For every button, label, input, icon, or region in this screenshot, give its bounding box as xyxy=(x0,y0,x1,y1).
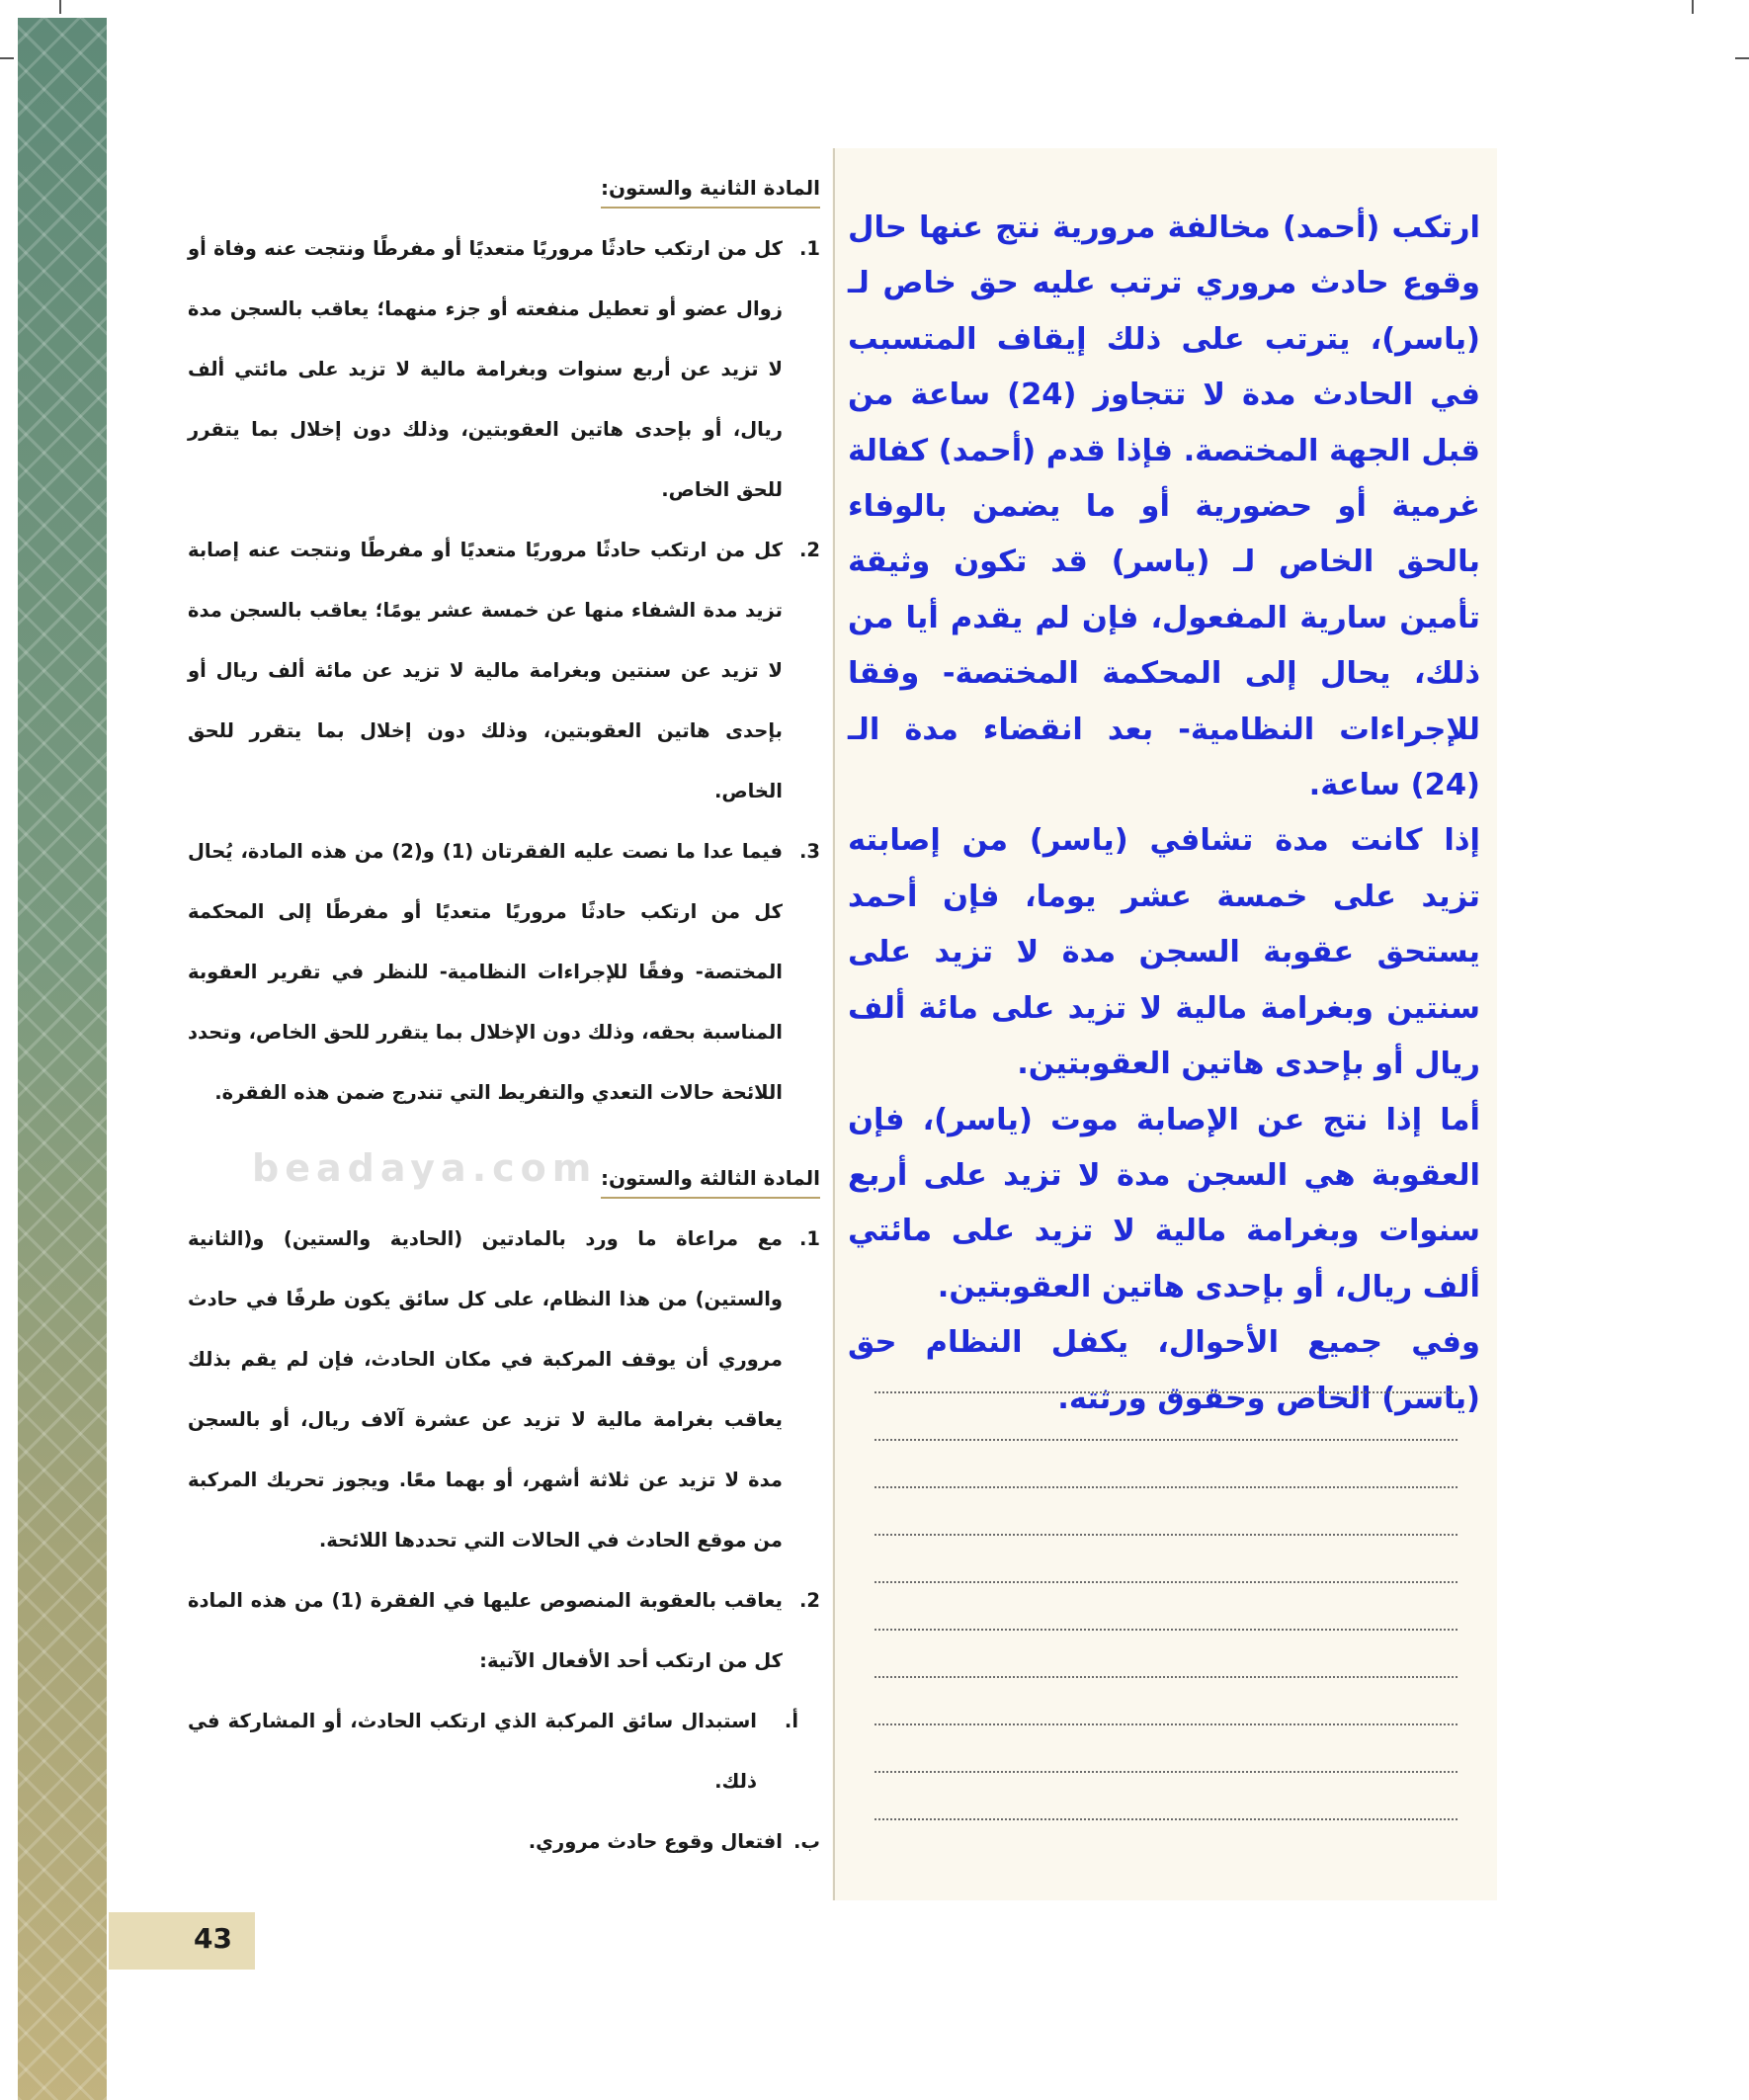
article-63-heading: المادة الثالثة والستون: xyxy=(601,1159,820,1199)
list-item xyxy=(188,218,820,520)
list-item xyxy=(188,1209,820,1570)
crop-mark xyxy=(59,0,61,14)
dotted-line xyxy=(874,1816,1458,1820)
sub-list-item xyxy=(188,1811,820,1872)
item-number: 2. xyxy=(799,1589,820,1612)
sub-item-letter: ب. xyxy=(792,1830,820,1853)
decorative-side-band xyxy=(18,18,107,2100)
dotted-line xyxy=(874,1437,1458,1441)
answer-paragraph: وفي جميع الأحوال، يكفل النظام حق (ياسر) الخاص وحقوق ورثته. xyxy=(848,1325,1480,1416)
answer-paragraph: ارتكب (أحمد) مخالفة مرورية نتج عنها حال وقوع حادث مروري ترتب عليه حق خاص لـ (ياسر)، يترتب على ذلك إيقاف المتسبب في الحادث مدة لا تتجاوز (24) ساعة من قبل الجهة المختصة. فإذا قدم (أحمد) كفالة غرمية أو حضورية أو ما يضمن بالوفاء بالحق الخاص لـ (ياسر) قد تكون وثيقة تأمين سارية المفعول، فإن لم يقدم أيا من ذلك، يحال إلى المحكمة المختصة- وفقا للإجراءات النظامية- بعد انقضاء مدة الـ (24) ساعة. xyxy=(848,210,1480,803)
item-number: 1. xyxy=(799,237,820,260)
article-62 xyxy=(188,158,820,1123)
dotted-line xyxy=(874,1674,1458,1678)
item-text: يعاقب بالعقوبة المنصوص عليها في الفقرة (1) من هذه المادة كل من ارتكب أحد الأفعال الآتية: xyxy=(188,1589,783,1672)
dotted-line xyxy=(874,1579,1458,1583)
item-number: 1. xyxy=(799,1227,820,1250)
sub-item-text: افتعال وقوع حادث مروري. xyxy=(528,1830,783,1853)
article-63 xyxy=(188,1148,820,1872)
item-text: كل من ارتكب حادثًا مروريًا متعديًا أو مفرطًا ونتجت عنه وفاة أو زوال عضو أو تعطيل منفعته أو جزء منهما؛ يعاقب بالسجن مدة لا تزيد عن أربع سنوات وبغرامة مالية لا تزيد على مائتي ألف ريال، أو بإحدى هاتين العقوبتين، وذلك دون إخلال بما يتقرر للحق الخاص. xyxy=(188,237,783,501)
crop-mark xyxy=(1735,57,1749,59)
dotted-line xyxy=(874,1389,1458,1393)
column-divider xyxy=(833,148,835,1900)
sub-list-item xyxy=(188,1691,820,1811)
dotted-line xyxy=(874,1627,1458,1631)
page-number-box xyxy=(109,1912,255,1970)
dotted-line xyxy=(874,1484,1458,1488)
writing-lines xyxy=(874,1389,1458,1864)
crop-mark xyxy=(1692,0,1694,14)
answer-paragraph: إذا كانت مدة تشافي (ياسر) من إصابته تزيد على خمسة عشر يوما، فإن أحمد يستحق عقوبة السجن مدة لا تزيد على سنتين وبغرامة مالية لا تزيد على مائة ألف ريال أو بإحدى هاتين العقوبتين. xyxy=(848,823,1480,1082)
dotted-line xyxy=(874,1722,1458,1725)
answer-paragraph: أما إذا نتج عن الإصابة موت (ياسر)، فإن العقوبة هي السجن مدة لا تزيد على أربع سنوات وبغرامة مالية لا تزيد على مائتي ألف ريال، أو بإحدى هاتين العقوبتين. xyxy=(848,1102,1480,1304)
list-item xyxy=(188,1570,820,1691)
article-62-heading: المادة الثانية والستون: xyxy=(601,169,820,209)
item-text: مع مراعاة ما ورد بالمادتين (الحادية والستين) و(الثانية والستين) من هذا النظام، على كل سائق يكون طرفًا في حادث مروري أن يوقف المركبة في مكان الحادث، فإن لم يقم بذلك يعاقب بغرامة مالية لا تزيد عن عشرة آلاف ريال، أو بالسجن مدة لا تزيد عن ثلاثة أشهر، أو بهما معًا. ويجوز تحريك المركبة من موقع الحادث في الحالات التي تحددها اللائحة. xyxy=(188,1227,783,1552)
list-item xyxy=(188,821,820,1123)
answer-column xyxy=(848,201,1480,1427)
page-number: 43 xyxy=(194,1922,232,1955)
sub-item-text: استبدال سائق المركبة الذي ارتكب الحادث، أو المشاركة في ذلك. xyxy=(188,1710,757,1793)
dotted-line xyxy=(874,1769,1458,1773)
item-number: 2. xyxy=(799,539,820,561)
watermark: beadaya.com xyxy=(252,1146,598,1190)
law-articles-column xyxy=(188,158,820,1872)
dotted-line xyxy=(874,1532,1458,1536)
list-item xyxy=(188,520,820,821)
item-number: 3. xyxy=(799,840,820,863)
item-text: فيما عدا ما نصت عليه الفقرتان (1) و(2) من هذه المادة، يُحال كل من ارتكب حادثًا مروريًا متعديًا أو مفرطًا إلى المحكمة المختصة- وفقًا للإجراءات النظامية- للنظر في تقرير العقوبة المناسبة بحقه، وذلك دون الإخلال بما يتقرر للحق الخاص، وتحدد اللائحة حالات التعدي والتفريط التي تندرج ضمن هذه الفقرة. xyxy=(188,840,783,1104)
sub-item-letter: أ. xyxy=(784,1710,798,1732)
item-text: كل من ارتكب حادثًا مروريًا متعديًا أو مفرطًا ونتجت عنه إصابة تزيد مدة الشفاء منها عن خمسة عشر يومًا؛ يعاقب بالسجن مدة لا تزيد عن سنتين وبغرامة مالية لا تزيد عن مائة ألف ريال أو بإحدى هاتين العقوبتين، وذلك دون إخلال بما يتقرر للحق الخاص. xyxy=(188,539,783,802)
crop-mark xyxy=(0,57,14,59)
